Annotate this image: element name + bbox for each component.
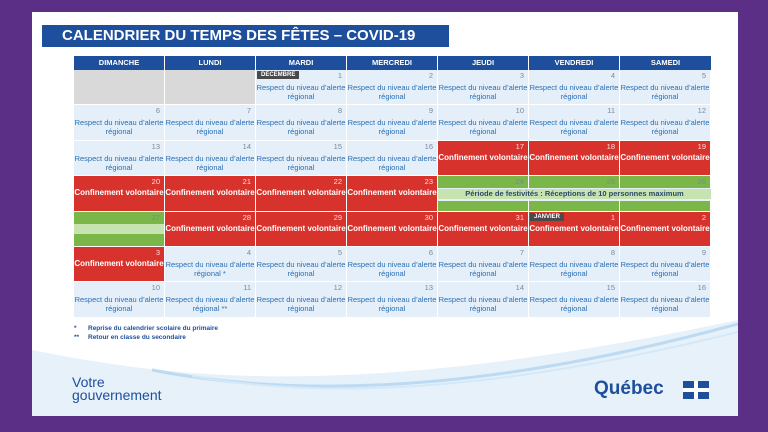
day-number: 31	[515, 212, 524, 222]
calendar-day	[529, 141, 620, 176]
day-number: 18	[606, 141, 615, 151]
confinement-label: Confinement volontaire	[165, 223, 255, 233]
calendar-day	[620, 105, 711, 140]
day-number: 1	[610, 212, 615, 222]
day-number: 12	[697, 106, 706, 116]
calendar-day	[256, 247, 347, 282]
weekday-header	[74, 56, 711, 70]
festivities-banner: Période de festivités : Réceptions de 10 personnes maximum	[438, 189, 711, 199]
alert-label: Respect du niveau d’alerte régional	[347, 83, 437, 101]
footnote: ** Retour en classe du secondaire	[74, 334, 186, 341]
day-number: 16	[697, 283, 706, 293]
festive-strip	[438, 201, 528, 211]
alert-label: Respect du niveau d’alerte régional	[256, 295, 346, 314]
alert-label: Respect du niveau d’alerte régional **	[165, 295, 255, 314]
day-number: 27	[151, 212, 160, 222]
calendar-day	[165, 105, 256, 140]
calendar-day	[256, 105, 347, 140]
festive-strip	[529, 176, 619, 188]
alert-label: Respect du niveau d’alerte régional *	[165, 260, 255, 278]
alert-label: Respect du niveau d’alerte régional	[74, 295, 164, 314]
day-number: 7	[246, 106, 251, 116]
day-number: 8	[610, 248, 615, 257]
calendar-day	[438, 141, 529, 176]
day-number: 5	[701, 71, 706, 80]
day-number: 17	[515, 141, 524, 151]
calendar	[74, 56, 711, 318]
day-number: 24	[515, 177, 524, 187]
festive-strip	[74, 234, 164, 246]
day-number: 6	[155, 106, 160, 116]
festive-strip	[620, 201, 710, 211]
calendar-day	[620, 247, 711, 282]
weekday-thursday: JEUDI	[438, 56, 529, 70]
day-number: 30	[424, 212, 433, 222]
calendar-day	[438, 247, 529, 282]
calendar-day	[165, 141, 256, 176]
day-number: 25	[606, 177, 615, 187]
alert-label: Respect du niveau d’alerte régional	[529, 260, 619, 278]
day-number: 3	[155, 248, 160, 257]
votre-gouvernement-logo: Votre gouvernement	[72, 374, 162, 403]
confinement-label: Confinement volontaire	[347, 223, 437, 233]
calendar-day	[165, 247, 256, 282]
alert-label: Respect du niveau d’alerte régional	[165, 153, 255, 172]
slide	[32, 12, 738, 416]
alert-label: Respect du niveau d’alerte régional	[256, 118, 346, 137]
confinement-label: Confinement volontaire	[256, 188, 346, 198]
alert-label: Respect du niveau d’alerte régional	[438, 83, 528, 101]
calendar-day	[529, 105, 620, 140]
day-number: 2	[428, 71, 433, 80]
day-number: 9	[701, 248, 706, 257]
day-number: 16	[424, 141, 433, 151]
day-number: 20	[151, 177, 160, 187]
alert-label: Respect du niveau d’alerte régional	[347, 260, 437, 278]
confinement-label: Confinement volontaire	[347, 188, 437, 198]
day-number: 5	[337, 248, 342, 257]
calendar-day	[256, 212, 347, 247]
calendar-day	[347, 105, 438, 140]
festive-strip	[620, 176, 710, 188]
confinement-label: Confinement volontaire	[165, 188, 255, 198]
alert-label: Respect du niveau d’alerte régional	[347, 118, 437, 137]
alert-label: Respect du niveau d’alerte régional	[256, 153, 346, 172]
calendar-day	[438, 70, 529, 105]
confinement-label: Confinement volontaire	[620, 223, 710, 233]
festive-strip	[74, 212, 164, 224]
day-number: 4	[610, 71, 615, 80]
alert-label: Respect du niveau d’alerte régional	[74, 118, 164, 137]
day-number: 10	[515, 106, 524, 116]
calendar-day	[529, 212, 620, 247]
day-number: 10	[151, 283, 160, 293]
alert-label: Respect du niveau d’alerte régional	[438, 295, 528, 314]
weekday-friday: VENDREDI	[529, 56, 620, 70]
day-number: 11	[243, 283, 251, 293]
day-number: 13	[151, 141, 160, 151]
day-number: 4	[246, 248, 251, 257]
quebec-logo: Québec	[594, 378, 664, 399]
day-number: 7	[519, 248, 524, 257]
alert-label: Respect du niveau d’alerte régional	[529, 295, 619, 314]
calendar-day	[74, 141, 165, 176]
calendar-day	[347, 70, 438, 105]
alert-label: Respect du niveau d’alerte régional	[620, 295, 710, 314]
alert-label: Respect du niveau d’alerte régional	[256, 260, 346, 278]
calendar-day	[620, 141, 711, 176]
calendar-grid	[74, 70, 711, 318]
alert-label: Respect du niveau d’alerte régional	[529, 118, 619, 137]
festive-strip	[529, 201, 619, 211]
alert-label: Respect du niveau d’alerte régional	[256, 83, 346, 101]
calendar-day	[165, 212, 256, 247]
day-number: 12	[333, 283, 342, 293]
confinement-label: Confinement volontaire	[74, 188, 164, 198]
weekday-saturday: SAMEDI	[620, 56, 711, 70]
alert-label: Respect du niveau d’alerte régional	[74, 153, 164, 172]
day-number: 19	[697, 141, 706, 151]
day-number: 1	[337, 71, 342, 80]
confinement-label: Confinement volontaire	[74, 259, 164, 268]
day-number: 28	[242, 212, 251, 222]
calendar-day	[74, 247, 165, 282]
alert-label: Respect du niveau d’alerte régional	[529, 83, 619, 101]
alert-label: Respect du niveau d’alerte régional	[620, 83, 710, 101]
calendar-day	[347, 141, 438, 176]
calendar-day	[165, 70, 256, 105]
day-number: 21	[242, 177, 251, 187]
page-title: CALENDRIER DU TEMPS DES FÊTES – COVID-19	[42, 25, 449, 47]
confinement-label: Confinement volontaire	[529, 223, 619, 233]
calendar-day	[347, 176, 438, 211]
calendar-day	[256, 141, 347, 176]
day-number: 2	[701, 212, 706, 222]
day-number: 6	[428, 248, 433, 257]
calendar-day	[529, 247, 620, 282]
alert-label: Respect du niveau d’alerte régional	[620, 118, 710, 137]
alert-label: Respect du niveau d’alerte régional	[165, 118, 255, 137]
calendar-day	[74, 105, 165, 140]
alert-label: Respect du niveau d’alerte régional	[438, 260, 528, 278]
weekday-sunday: DIMANCHE	[74, 56, 165, 70]
calendar-day	[529, 70, 620, 105]
calendar-day	[620, 70, 711, 105]
day-number: 13	[424, 283, 433, 293]
calendar-day	[620, 212, 711, 247]
quebec-flag-icon	[683, 381, 709, 399]
month-label-january: JANVIER	[530, 213, 564, 221]
day-number: 14	[242, 141, 251, 151]
day-number: 8	[337, 106, 342, 116]
day-number: 26	[697, 177, 706, 187]
day-number: 15	[606, 283, 615, 293]
calendar-day	[438, 212, 529, 247]
confinement-label: Confinement volontaire	[256, 223, 346, 233]
alert-label: Respect du niveau d’alerte régional	[620, 260, 710, 278]
footnote: * Reprise du calendrier scolaire du primaire	[74, 325, 219, 332]
day-number: 9	[428, 106, 433, 116]
day-number: 23	[424, 177, 433, 187]
calendar-day	[347, 247, 438, 282]
day-number: 15	[333, 141, 342, 151]
confinement-label: Confinement volontaire	[529, 152, 619, 162]
day-number: 29	[333, 212, 342, 222]
confinement-label: Confinement volontaire	[620, 152, 710, 162]
calendar-day	[256, 70, 347, 105]
calendar-day	[347, 212, 438, 247]
calendar-day	[256, 176, 347, 211]
alert-label: Respect du niveau d’alerte régional	[347, 295, 437, 314]
alert-label: Respect du niveau d’alerte régional	[347, 153, 437, 172]
confinement-label: Confinement volontaire	[438, 152, 528, 162]
weekday-wednesday: MERCREDI	[347, 56, 438, 70]
calendar-day	[74, 70, 165, 105]
confinement-label: Confinement volontaire	[438, 223, 528, 233]
day-number: 3	[519, 71, 524, 80]
festive-strip	[438, 176, 528, 188]
day-number: 14	[515, 283, 524, 293]
calendar-day	[74, 212, 165, 247]
month-label-december: DÉCEMBRE	[257, 71, 299, 79]
weekday-tuesday: MARDI	[256, 56, 347, 70]
festive-strip	[74, 224, 164, 235]
day-number: 22	[333, 177, 342, 187]
calendar-day	[165, 176, 256, 211]
weekday-monday: LUNDI	[165, 56, 256, 70]
calendar-day	[438, 105, 529, 140]
day-number: 11	[607, 106, 615, 116]
alert-label: Respect du niveau d’alerte régional	[438, 118, 528, 137]
calendar-day	[74, 176, 165, 211]
